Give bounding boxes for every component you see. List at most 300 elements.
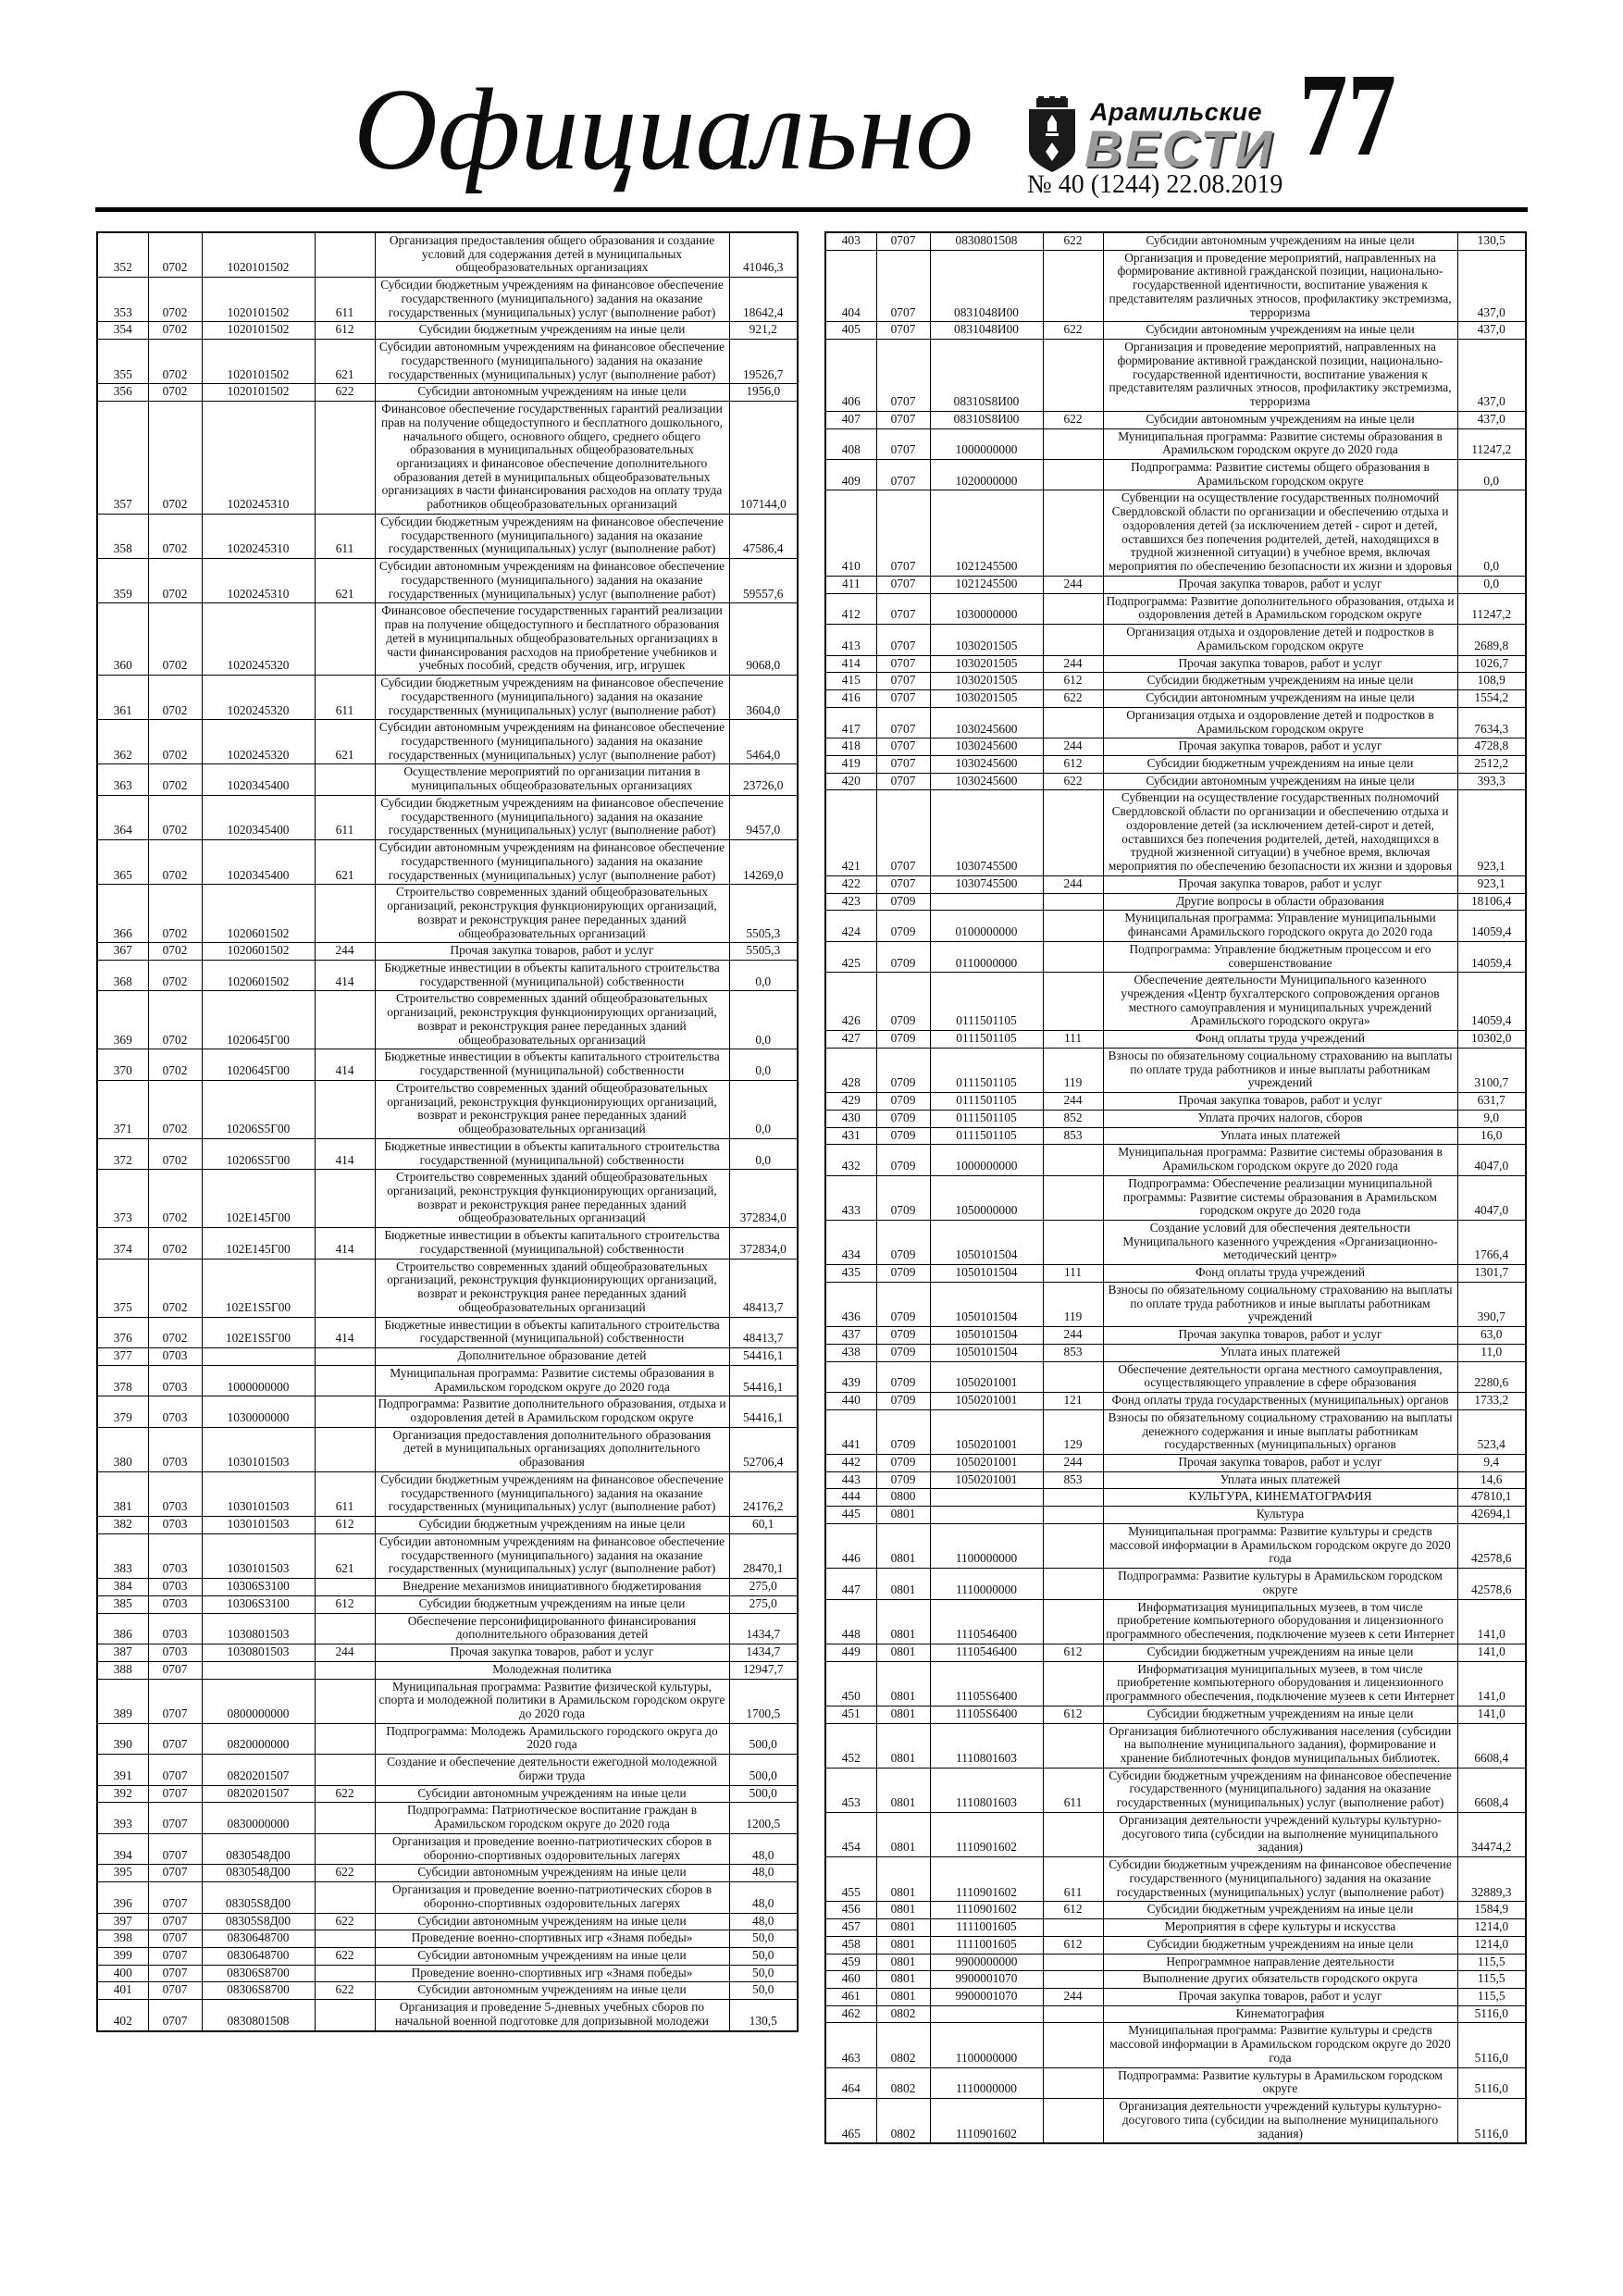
target-article-cell: 08310S8И00 — [930, 340, 1043, 412]
amount-cell: 1200,5 — [729, 1803, 798, 1833]
table-row — [97, 1755, 798, 1785]
description-cell: Субсидии автономным учреждениям на финансовое обеспечение государственного (муниципального) задания на оказание государственных (муниципальных) услуг (выполнение работ) — [375, 559, 729, 603]
description-cell: Субсидии автономным учреждениям на иные цели — [375, 1913, 729, 1930]
target-article-cell: 1030801503 — [202, 1613, 315, 1644]
section-code-cell: 0707 — [148, 1982, 202, 2000]
section-code-cell: 0702 — [148, 1170, 202, 1228]
amount-cell: 500,0 — [729, 1755, 798, 1785]
description-cell: Уплата прочих налогов, сборов — [1103, 1110, 1457, 1127]
section-code-cell: 0703 — [148, 1533, 202, 1578]
amount-cell: 14059,4 — [1457, 911, 1526, 941]
description-cell: Прочая закупка товаров, работ и услуг — [1103, 875, 1457, 893]
section-code-cell: 0707 — [148, 1947, 202, 1965]
table-row — [97, 885, 798, 943]
section-code-cell: 0801 — [876, 1723, 930, 1768]
table-row — [825, 738, 1526, 756]
amount-cell: 1766,4 — [1457, 1221, 1526, 1265]
row-number-cell: 404 — [825, 250, 876, 322]
description-cell: КУЛЬТУРА, КИНЕМАТОГРАФИЯ — [1103, 1489, 1457, 1507]
amount-cell: 23726,0 — [729, 764, 798, 795]
table-row — [825, 2067, 1526, 2098]
brand-name: Арамильские — [1090, 98, 1263, 126]
section-code-cell: 0707 — [148, 1865, 202, 1882]
description-cell: Субсидии автономным учреждениям на иные цели — [375, 1947, 729, 1965]
expense-type-cell — [1043, 1599, 1103, 1644]
table-row — [97, 1365, 798, 1396]
table-row — [97, 1080, 798, 1138]
expense-type-cell: 611 — [315, 795, 375, 839]
description-cell: Уплата иных платежей — [1103, 1471, 1457, 1489]
row-number-cell: 423 — [825, 893, 876, 911]
row-number-cell: 435 — [825, 1265, 876, 1283]
table-row — [825, 1971, 1526, 1989]
description-cell: Субсидии бюджетным учреждениям на финансовое обеспечение государственного (муниципального) задания на оказание государственных (муниципальных) услуг (выполнение работ) — [375, 676, 729, 720]
section-code-cell: 0703 — [148, 1365, 202, 1396]
section-code-cell: 0709 — [876, 1361, 930, 1392]
row-number-cell: 354 — [97, 322, 148, 340]
amount-cell: 141,0 — [1457, 1644, 1526, 1661]
description-cell: Субсидии автономным учреждениям на иные цели — [1103, 773, 1457, 790]
description-cell: Уплата иных платежей — [1103, 1344, 1457, 1361]
target-article-cell: 1050201001 — [930, 1471, 1043, 1489]
target-article-cell: 0820201507 — [202, 1785, 315, 1803]
table-row — [97, 991, 798, 1049]
row-number-cell: 444 — [825, 1489, 876, 1507]
amount-cell: 4728,8 — [1457, 738, 1526, 756]
expense-type-cell — [1043, 250, 1103, 322]
amount-cell: 1214,0 — [1457, 1936, 1526, 1954]
expense-type-cell — [315, 1579, 375, 1596]
amount-cell: 2512,2 — [1457, 755, 1526, 773]
expense-type-cell — [315, 603, 375, 676]
expense-type-cell: 129 — [1043, 1409, 1103, 1454]
section-code-cell: 0709 — [876, 1110, 930, 1127]
target-article-cell: 1030101503 — [202, 1471, 315, 1516]
description-cell: Подпрограмма: Развитие системы общего образования в Арамильском городском округе — [1103, 460, 1457, 490]
table-row — [97, 1913, 798, 1930]
section-code-cell: 0801 — [876, 1936, 930, 1954]
amount-cell: 34474,2 — [1457, 1812, 1526, 1856]
description-cell: Подпрограмма: Управление бюджетным процессом и его совершенствование — [1103, 941, 1457, 972]
section-code-cell: 0707 — [876, 460, 930, 490]
target-article-cell: 1030745500 — [930, 790, 1043, 875]
section-code-cell: 0709 — [876, 1221, 930, 1265]
target-article-cell: 1020601502 — [202, 960, 315, 990]
row-number-cell: 409 — [825, 460, 876, 490]
row-number-cell: 407 — [825, 411, 876, 428]
expense-type-cell: 244 — [1043, 1988, 1103, 2005]
table-row — [97, 1661, 798, 1679]
section-code-cell: 0707 — [148, 1785, 202, 1803]
expense-type-cell — [1043, 973, 1103, 1031]
description-cell: Информатизация муниципальных музеев, в том числе приобретение компьютерного оборудования и лицензионного программного обеспечения, подключение музеев к сети Интернет — [1103, 1599, 1457, 1644]
table-row — [97, 1517, 798, 1534]
description-cell: Муниципальная программа: Развитие системы образования в Арамильском городском округе до 2020 года — [375, 1365, 729, 1396]
row-number-cell: 366 — [97, 885, 148, 943]
row-number-cell: 465 — [825, 2099, 876, 2144]
row-number-cell: 383 — [97, 1533, 148, 1578]
target-article-cell: 102E1S5Г00 — [202, 1317, 315, 1347]
row-number-cell: 429 — [825, 1093, 876, 1111]
expense-type-cell — [315, 232, 375, 278]
budget-table-right-body — [825, 232, 1526, 2143]
expense-type-cell: 611 — [1043, 1768, 1103, 1812]
description-cell: Организация и проведение мероприятий, направленных на формирование активной гражданской позиции, национально-государственной идентичности, воспитание уважения к представителям различных этносов, профилактику экстремизма, терроризма — [1103, 340, 1457, 412]
section-code-cell: 0709 — [876, 1031, 930, 1049]
table-row — [825, 707, 1526, 738]
target-article-cell: 9900001070 — [930, 1971, 1043, 1989]
table-row — [825, 576, 1526, 593]
table-row — [825, 1471, 1526, 1489]
expense-type-cell — [1043, 593, 1103, 624]
table-row — [825, 1127, 1526, 1145]
row-number-cell: 442 — [825, 1455, 876, 1472]
table-row — [825, 625, 1526, 655]
section-code-cell: 0801 — [876, 1857, 930, 1902]
section-code-cell: 0801 — [876, 1902, 930, 1919]
row-number-cell: 373 — [97, 1170, 148, 1228]
row-number-cell: 452 — [825, 1723, 876, 1768]
amount-cell: 141,0 — [1457, 1706, 1526, 1723]
expense-type-cell: 611 — [315, 1471, 375, 1516]
section-code-cell: 0707 — [148, 1755, 202, 1785]
description-cell: Подпрограмма: Обеспечение реализации муниципальной программы: Развитие системы образования в Арамильском городском округе до 2020 года — [1103, 1175, 1457, 1220]
table-row — [825, 941, 1526, 972]
target-article-cell: 0110000000 — [930, 941, 1043, 972]
amount-cell: 108,9 — [1457, 673, 1526, 690]
target-article-cell: 1020245310 — [202, 559, 315, 603]
target-article-cell: 1050201001 — [930, 1361, 1043, 1392]
row-number-cell: 370 — [97, 1049, 148, 1080]
row-number-cell: 459 — [825, 1954, 876, 1971]
section-code-cell: 0702 — [148, 514, 202, 558]
description-cell: Субсидии автономным учреждениям на финансовое обеспечение государственного (муниципального) задания на оказание государственных (муниципальных) услуг (выполнение работ) — [375, 1533, 729, 1578]
target-article-cell — [930, 1489, 1043, 1507]
row-number-cell: 412 — [825, 593, 876, 624]
section-code-cell: 0801 — [876, 1768, 930, 1812]
section-code-cell: 0709 — [876, 1145, 930, 1175]
target-article-cell: 0800000000 — [202, 1679, 315, 1723]
description-cell: Проведение военно-спортивных игр «Знамя победы» — [375, 1930, 729, 1948]
amount-cell: 5505,3 — [729, 943, 798, 961]
description-cell: Прочая закупка товаров, работ и услуг — [375, 943, 729, 961]
description-cell: Субсидии бюджетным учреждениям на финансовое обеспечение государственного (муниципального) задания на оказание государственных (муниципальных) услуг (выполнение работ) — [375, 514, 729, 558]
description-cell: Создание условий для обеспечения деятельности Муниципального казенного учреждения «Организационно-методический центр» — [1103, 1221, 1457, 1265]
row-number-cell: 416 — [825, 690, 876, 708]
table-row — [97, 1644, 798, 1662]
description-cell: Субсидии автономным учреждениям на иные цели — [375, 1982, 729, 2000]
section-code-cell: 0707 — [876, 576, 930, 593]
description-cell: Субсидии автономным учреждениям на финансовое обеспечение государственного (муниципального) задания на оказание государственных (муниципальных) услуг (выполнение работ) — [375, 720, 729, 764]
amount-cell: 437,0 — [1457, 411, 1526, 428]
amount-cell: 9068,0 — [729, 603, 798, 676]
expense-type-cell: 244 — [1043, 1455, 1103, 1472]
expense-type-cell: 611 — [315, 278, 375, 322]
table-row — [825, 773, 1526, 790]
description-cell: Прочая закупка товаров, работ и услуг — [1103, 1327, 1457, 1345]
section-code-cell: 0709 — [876, 893, 930, 911]
target-article-cell: 1111001605 — [930, 1919, 1043, 1937]
row-number-cell: 381 — [97, 1471, 148, 1516]
expense-type-cell: 621 — [315, 720, 375, 764]
section-code-cell: 0709 — [876, 1471, 930, 1489]
target-article-cell: 1020345400 — [202, 795, 315, 839]
section-code-cell: 0801 — [876, 1706, 930, 1723]
expense-type-cell: 622 — [315, 1865, 375, 1882]
target-article-cell: 1110000000 — [930, 1569, 1043, 1599]
description-cell: Осуществление мероприятий по организации питания в муниципальных общеобразовательных организациях — [375, 764, 729, 795]
description-cell: Обеспечение деятельности органа местного самоуправления, осуществляющего управление в сфере образования — [1103, 1361, 1457, 1392]
table-row — [97, 1785, 798, 1803]
description-cell: Дополнительное образование детей — [375, 1348, 729, 1366]
expense-type-cell — [315, 1803, 375, 1833]
expense-type-cell: 622 — [315, 1982, 375, 2000]
city-coat-of-arms-icon — [1027, 96, 1077, 179]
table-row — [97, 1348, 798, 1366]
description-cell: Подпрограмма: Развитие дополнительного образования, отдыха и оздоровления детей в Арамильском городском округе — [375, 1396, 729, 1427]
amount-cell: 6608,4 — [1457, 1723, 1526, 1768]
target-article-cell: 1030245600 — [930, 738, 1043, 756]
amount-cell: 500,0 — [729, 1723, 798, 1754]
section-code-cell: 0702 — [148, 1138, 202, 1169]
table-row — [97, 1930, 798, 1948]
amount-cell: 0,0 — [729, 1138, 798, 1169]
issue-date-line: № 40 (1244) 22.08.2019 — [1027, 170, 1283, 199]
table-row — [97, 1138, 798, 1169]
expense-type-cell: 611 — [315, 676, 375, 720]
description-cell: Подпрограмма: Молодежь Арамильского городского округа до 2020 года — [375, 1723, 729, 1754]
expense-type-cell — [1043, 790, 1103, 875]
amount-cell: 28470,1 — [729, 1533, 798, 1578]
target-article-cell: 0830000000 — [202, 1803, 315, 1833]
expense-type-cell: 612 — [1043, 755, 1103, 773]
section-code-cell: 0707 — [148, 1833, 202, 1864]
target-article-cell: 1030801503 — [202, 1644, 315, 1662]
description-cell: Субсидии автономным учреждениям на иные цели — [1103, 411, 1457, 428]
description-cell: Организация и проведение мероприятий, направленных на формирование активной гражданской позиции, национально-государственной идентичности, воспитание уважения к представителям различных этносов, профилактику экстремизма, терроризма — [1103, 250, 1457, 322]
amount-cell: 32889,3 — [1457, 1857, 1526, 1902]
table-row — [97, 1259, 798, 1317]
description-cell: Субсидии бюджетным учреждениям на финансовое обеспечение государственного (муниципального) задания на оказание государственных (муниципальных) услуг (выполнение работ) — [375, 1471, 729, 1516]
expense-type-cell — [1043, 1919, 1103, 1937]
section-code-cell: 0802 — [876, 2005, 930, 2023]
section-code-cell: 0707 — [876, 875, 930, 893]
amount-cell: 372834,0 — [729, 1170, 798, 1228]
section-code-cell: 0702 — [148, 676, 202, 720]
row-number-cell: 352 — [97, 232, 148, 278]
expense-type-cell: 111 — [1043, 1031, 1103, 1049]
description-cell: Муниципальная программа: Развитие системы образования в Арамильском городском округе до 2020 года — [1103, 428, 1457, 459]
table-row — [825, 1221, 1526, 1265]
table-row — [97, 1170, 798, 1228]
table-row — [825, 1093, 1526, 1111]
row-number-cell: 425 — [825, 941, 876, 972]
row-number-cell: 396 — [97, 1882, 148, 1913]
row-number-cell: 401 — [97, 1982, 148, 2000]
expense-type-cell — [1043, 1812, 1103, 1856]
expense-type-cell — [315, 1965, 375, 1982]
target-article-cell: 102E145Г00 — [202, 1228, 315, 1259]
amount-cell: 12947,7 — [729, 1661, 798, 1679]
target-article-cell: 1111001605 — [930, 1936, 1043, 1954]
row-number-cell: 431 — [825, 1127, 876, 1145]
amount-cell: 42578,6 — [1457, 1569, 1526, 1599]
expense-type-cell: 853 — [1043, 1471, 1103, 1489]
expense-type-cell — [1043, 625, 1103, 655]
target-article-cell: 1100000000 — [930, 1523, 1043, 1568]
expense-type-cell — [315, 1661, 375, 1679]
target-article-cell: 1050101504 — [930, 1327, 1043, 1345]
description-cell: Создание и обеспечение деятельности ежегодной молодежной биржи труда — [375, 1755, 729, 1785]
amount-cell: 1554,2 — [1457, 690, 1526, 708]
description-cell: Субсидии бюджетным учреждениям на иные цели — [375, 1517, 729, 1534]
row-number-cell: 460 — [825, 1971, 876, 1989]
table-row — [97, 402, 798, 515]
section-code-cell: 0800 — [876, 1489, 930, 1507]
section-code-cell: 0703 — [148, 1579, 202, 1596]
section-code-cell: 0703 — [148, 1517, 202, 1534]
target-article-cell: 1050201001 — [930, 1409, 1043, 1454]
expense-type-cell: 853 — [1043, 1344, 1103, 1361]
row-number-cell: 388 — [97, 1661, 148, 1679]
expense-type-cell: 244 — [315, 1644, 375, 1662]
description-cell: Фонд оплаты труда государственных (муниципальных) органов — [1103, 1393, 1457, 1410]
row-number-cell: 377 — [97, 1348, 148, 1366]
amount-cell: 48,0 — [729, 1882, 798, 1913]
expense-type-cell — [1043, 1569, 1103, 1599]
section-code-cell: 0801 — [876, 1988, 930, 2005]
description-cell: Проведение военно-спортивных игр «Знамя победы» — [375, 1965, 729, 1982]
expense-type-cell — [1043, 2023, 1103, 2067]
section-code-cell: 0702 — [148, 840, 202, 885]
target-article-cell: 1020645Г00 — [202, 991, 315, 1049]
expense-type-cell — [1043, 2067, 1103, 2098]
expense-type-cell: 414 — [315, 1138, 375, 1169]
description-cell: Кинематография — [1103, 2005, 1457, 2023]
table-row — [825, 2099, 1526, 2144]
target-article-cell: 1020601502 — [202, 943, 315, 961]
expense-type-cell: 622 — [315, 1913, 375, 1930]
row-number-cell: 402 — [97, 2000, 148, 2031]
amount-cell: 54416,1 — [729, 1365, 798, 1396]
expense-type-cell: 244 — [1043, 1327, 1103, 1345]
amount-cell: 6608,4 — [1457, 1768, 1526, 1812]
expense-type-cell — [315, 1170, 375, 1228]
row-number-cell: 428 — [825, 1048, 876, 1092]
section-code-cell: 0707 — [148, 1723, 202, 1754]
section-code-cell: 0709 — [876, 941, 930, 972]
amount-cell: 19526,7 — [729, 340, 798, 384]
target-article-cell: 1030000000 — [202, 1396, 315, 1427]
description-cell: Субсидии бюджетным учреждениям на финансовое обеспечение государственного (муниципального) задания на оказание государственных (муниципальных) услуг (выполнение работ) — [1103, 1768, 1457, 1812]
description-cell: Бюджетные инвестиции в объекты капитального строительства государственной (муниципальной) собственности — [375, 1138, 729, 1169]
table-row — [825, 1723, 1526, 1768]
amount-cell: 5464,0 — [729, 720, 798, 764]
amount-cell: 141,0 — [1457, 1599, 1526, 1644]
row-number-cell: 372 — [97, 1138, 148, 1169]
row-number-cell: 458 — [825, 1936, 876, 1954]
row-number-cell: 449 — [825, 1644, 876, 1661]
table-row — [825, 1393, 1526, 1410]
table-row — [825, 1507, 1526, 1524]
table-row — [825, 1857, 1526, 1902]
amount-cell: 0,0 — [729, 1080, 798, 1138]
amount-cell: 11,0 — [1457, 1344, 1526, 1361]
row-number-cell: 361 — [97, 676, 148, 720]
section-code-cell: 0702 — [148, 960, 202, 990]
expense-type-cell: 244 — [1043, 1093, 1103, 1111]
row-number-cell: 463 — [825, 2023, 876, 2067]
expense-type-cell — [315, 1396, 375, 1427]
row-number-cell: 380 — [97, 1427, 148, 1471]
amount-cell: 1700,5 — [729, 1679, 798, 1723]
amount-cell: 59557,6 — [729, 559, 798, 603]
expense-type-cell: 414 — [315, 1049, 375, 1080]
amount-cell: 0,0 — [1457, 490, 1526, 576]
expense-type-cell — [315, 2000, 375, 2031]
section-code-cell: 0702 — [148, 603, 202, 676]
amount-cell: 14059,4 — [1457, 941, 1526, 972]
description-cell: Организация предоставления общего образования и создание условий для содержания детей в муниципальных общеобразовательных организациях — [375, 232, 729, 278]
table-row — [97, 2000, 798, 2031]
section-code-cell: 0707 — [148, 1930, 202, 1948]
description-cell: Обеспечение деятельности Муниципального казенного учреждения «Центр бухгалтерского сопровождения органов местного самоуправления и муниципальных учреждений Арамильского городского округа» — [1103, 973, 1457, 1031]
expense-type-cell — [315, 1930, 375, 1948]
target-article-cell: 0830548Д00 — [202, 1865, 315, 1882]
amount-cell: 5116,0 — [1457, 2067, 1526, 2098]
table-row — [825, 893, 1526, 911]
expense-type-cell — [1043, 911, 1103, 941]
table-row — [825, 2005, 1526, 2023]
table-row — [97, 1533, 798, 1578]
section-code-cell: 0707 — [876, 673, 930, 690]
description-cell: Финансовое обеспечение государственных гарантий реализации прав на получение общедоступного и бесплатного дошкольного, начального общего, основного общего, среднего общего образования в муниципальных общеобразовательных организациях и финансовое обеспечение дополнительного образования детей в муниципальных общеобразовательных организациях в части финансирования расходов на оплату труда работников общеобразовательных организаций — [375, 402, 729, 515]
section-code-cell: 0702 — [148, 232, 202, 278]
section-code-cell: 0703 — [148, 1427, 202, 1471]
section-code-cell: 0702 — [148, 384, 202, 402]
target-article-cell: 10306S3100 — [202, 1579, 315, 1596]
target-article-cell: 0820201507 — [202, 1755, 315, 1785]
row-number-cell: 411 — [825, 576, 876, 593]
row-number-cell: 357 — [97, 402, 148, 515]
expense-type-cell — [315, 885, 375, 943]
section-code-cell: 0709 — [876, 973, 930, 1031]
table-row — [825, 2023, 1526, 2067]
target-article-cell: 1000000000 — [930, 428, 1043, 459]
description-cell: Субсидии автономным учреждениям на иные цели — [1103, 690, 1457, 708]
target-article-cell: 08310S8И00 — [930, 411, 1043, 428]
expense-type-cell — [315, 1348, 375, 1366]
expense-type-cell: 414 — [315, 960, 375, 990]
section-code-cell: 0707 — [876, 428, 930, 459]
description-cell: Подпрограмма: Патриотическое воспитание граждан в Арамильском городском округе до 2020 года — [375, 1803, 729, 1833]
target-article-cell: 08305S8Д00 — [202, 1882, 315, 1913]
expense-type-cell — [1043, 2005, 1103, 2023]
amount-cell: 47586,4 — [729, 514, 798, 558]
amount-cell: 1026,7 — [1457, 655, 1526, 673]
row-number-cell: 390 — [97, 1723, 148, 1754]
section-code-cell: 0709 — [876, 1282, 930, 1326]
table-row — [825, 1768, 1526, 1812]
target-article-cell: 1020101502 — [202, 278, 315, 322]
table-row — [825, 1110, 1526, 1127]
table-row — [825, 655, 1526, 673]
table-row — [825, 1455, 1526, 1472]
row-number-cell: 446 — [825, 1523, 876, 1568]
row-number-cell: 369 — [97, 991, 148, 1049]
expense-type-cell — [315, 1427, 375, 1471]
target-article-cell: 08305S8Д00 — [202, 1913, 315, 1930]
